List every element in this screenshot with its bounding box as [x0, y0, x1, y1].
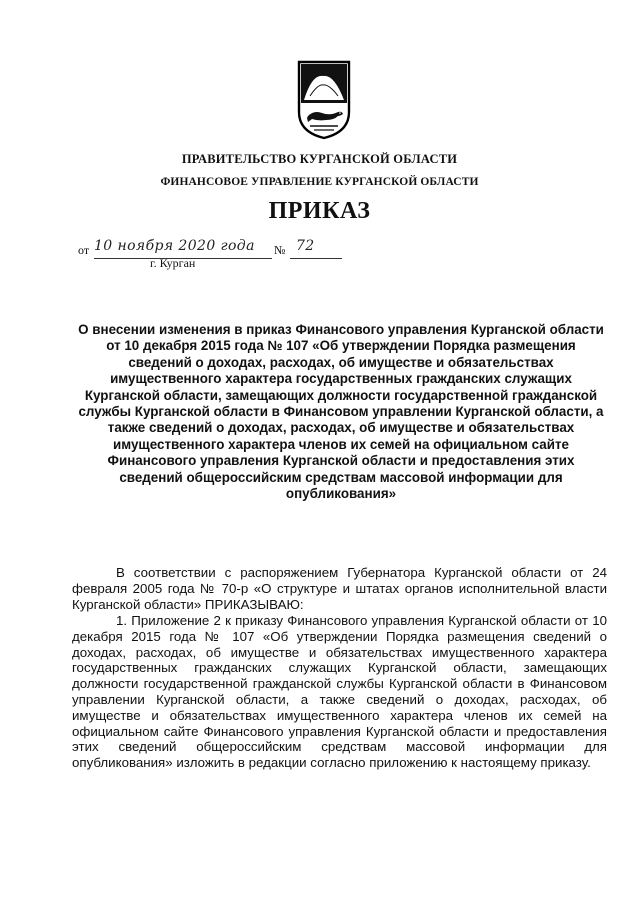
kurgan-coat-of-arms-icon [296, 60, 352, 140]
order-subject: О внесении изменения в приказ Финансового управления Курганской области от 10 декабря 2015 года № 107 «Об утверждении Порядка размещения сведений о доходах, расходах, об имуществе и обязательствах имущественного характера государственных гражданских служащих Курганской области, замещающих должности государственной гражданской службы Курганской области в Финансовом управлении Курганской области, а также сведений о доходах, расходах, об имуществе и обязательствах имущественного характера членов их семей на официальном сайте Финансового управления Курганской области и предоставления этих сведений общероссийским средствам массовой информации для опубликования» [78, 322, 604, 502]
document-type-title: ПРИКАЗ [268, 198, 371, 224]
number-underline [290, 258, 342, 259]
order-date-handwritten: 10 ноября 2020 года [94, 238, 255, 254]
body-paragraph-2: 1. Приложение 2 к приказу Финансового управления Курганской области от 10 декабря 2015 года № 107 «Об утверждении Порядка размещения сведений о доходах, расходах, об имуществе и обязательствах имущественного характера государственных гражданских служащих Курганской области, замещающих должности государственной гражданской службы Курганской области в Финансовом управлении Курганской области, а также сведений о доходах, расходах, об имуществе и обязательствах имущественного характера членов их семей на официальном сайте Финансового управления Курганской области и предоставления этих сведений общероссийским средствам массовой информации для опубликования» изложить в редакции согласно приложению к настоящему приказу. [72, 613, 607, 771]
from-label: от [78, 243, 90, 257]
government-heading: ПРАВИТЕЛЬСТВО КУРГАНСКОЙ ОБЛАСТИ [181, 152, 458, 166]
order-date-line [78, 238, 378, 264]
body-paragraph-1: В соответствии с распоряжением Губернатора Курганской области от 24 февраля 2005 года № 70-р «О структуре и штатах органов исполнительной власти Курганской области» ПРИКАЗЫВАЮ: [72, 565, 607, 612]
city-label: г. Курган [150, 256, 196, 270]
number-label: № [274, 243, 286, 257]
department-heading: ФИНАНСОВОЕ УПРАВЛЕНИЕ КУРГАНСКОЙ ОБЛАСТИ [160, 176, 479, 188]
order-number-handwritten: 72 [296, 238, 315, 254]
